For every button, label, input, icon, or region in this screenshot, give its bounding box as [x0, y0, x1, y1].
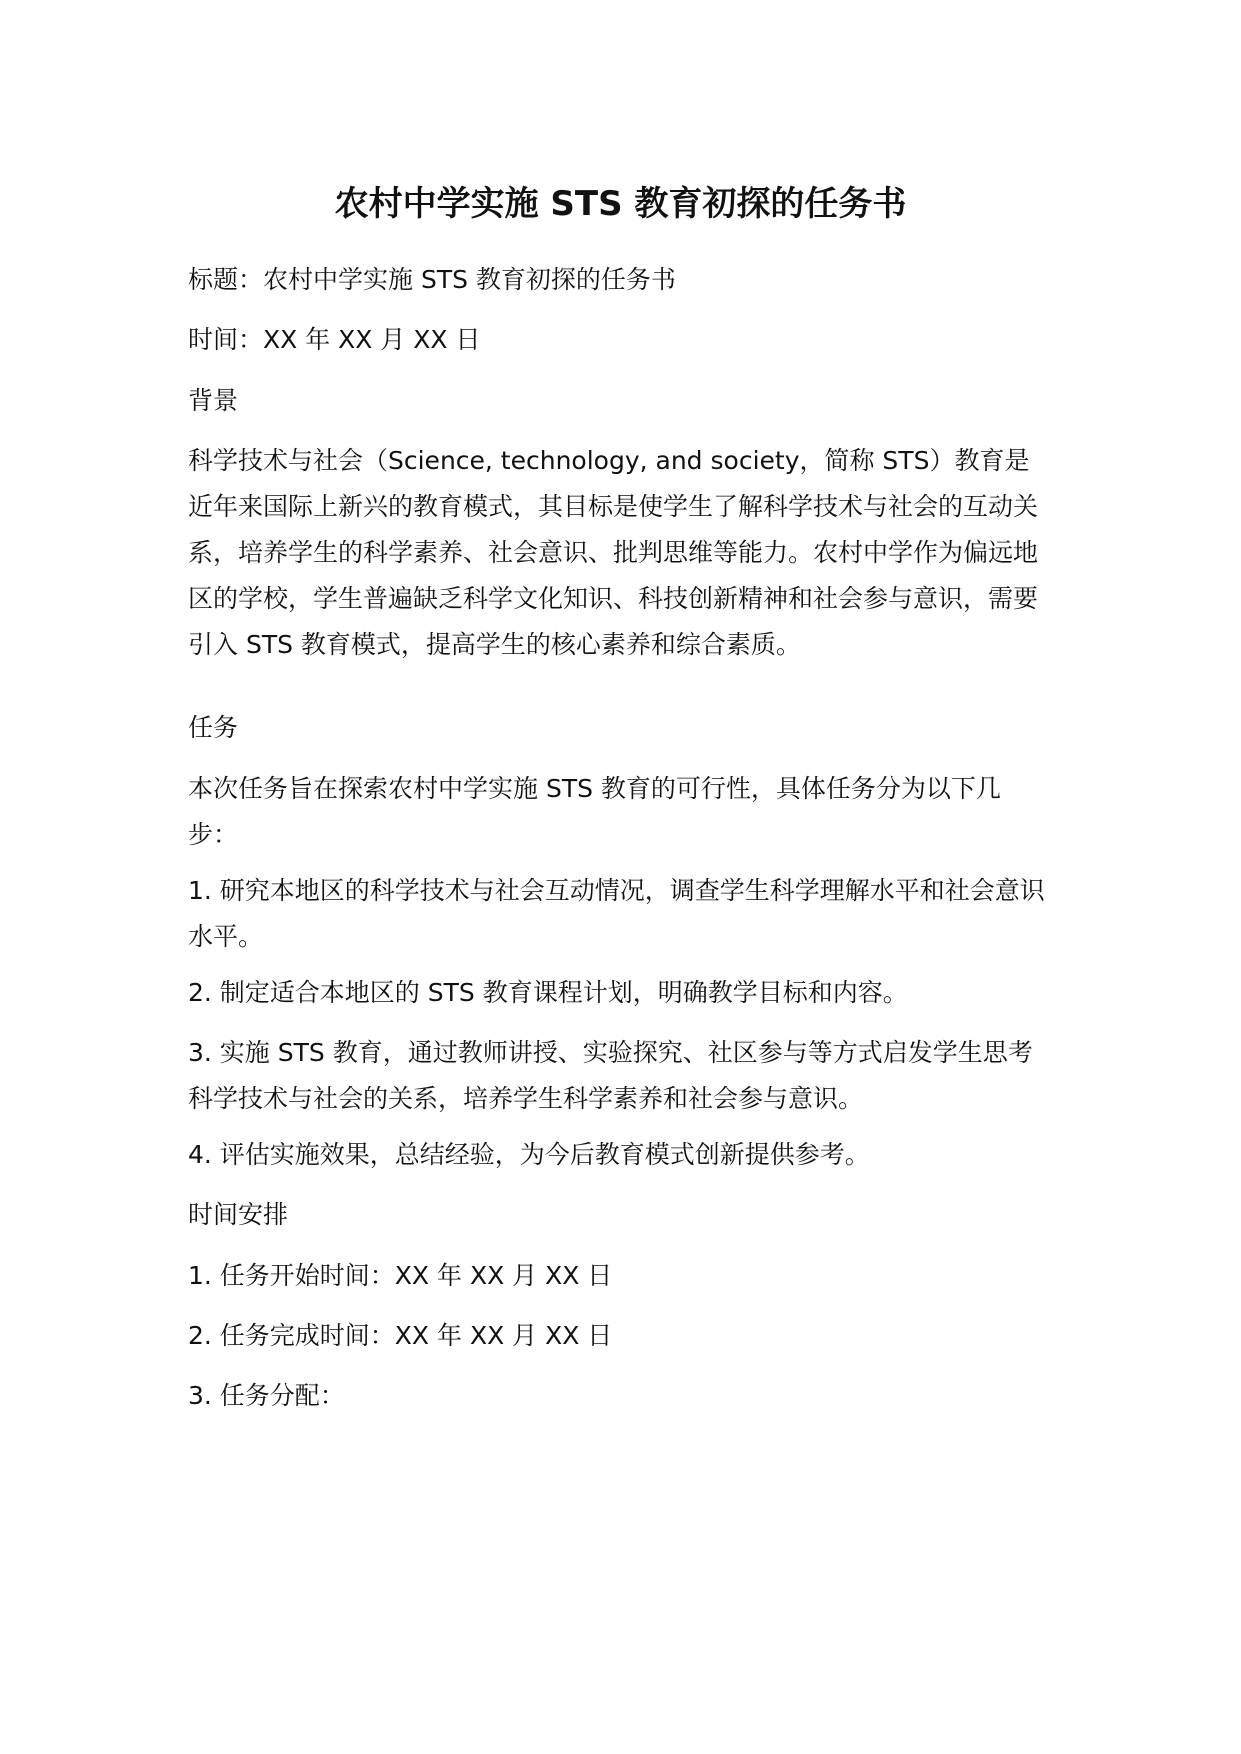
task-item: 2. 制定适合本地区的 STS 教育课程计划，明确教学目标和内容。 [188, 978, 908, 1007]
date-line: 时间：XX 年 XX 月 XX 日 [188, 325, 481, 354]
task-item: 3. 实施 STS 教育，通过教师讲授、实验探究、社区参与等方式启发学生思考科学技术与社会的关系，培养学生科学素养和社会参与意识。 [188, 1038, 1033, 1113]
background-paragraph: 科学技术与社会（Science, technology, and society，简称 STS）教育是近年来国际上新兴的教育模式，其目标是使学生了解科学技术与社会的互动关系，培养学生的科学素养、社会意识、批判思维等能力。农村中学作为偏远地区的学校，学生普遍缺乏科学文化知识、科技创新精神和社会参与意识，需要引入 STS 教育模式，提高学生的核心素养和综合素质。 [188, 446, 1039, 659]
background-heading: 背景 [188, 386, 239, 415]
task-intro: 本次任务旨在探索农村中学实施 STS 教育的可行性，具体任务分为以下几步： [188, 774, 1001, 849]
schedule-item: 2. 任务完成时间：XX 年 XX 月 XX 日 [188, 1321, 613, 1350]
subject-line: 标题：农村中学实施 STS 教育初探的任务书 [188, 265, 676, 294]
task-item: 4. 评估实施效果，总结经验，为今后教育模式创新提供参考。 [188, 1140, 870, 1169]
task-item: 1. 研究本地区的科学技术与社会互动情况，调查学生科学理解水平和社会意识水平。 [188, 876, 1045, 951]
schedule-item: 1. 任务开始时间：XX 年 XX 月 XX 日 [188, 1261, 613, 1290]
schedule-item: 3. 任务分配： [188, 1381, 345, 1410]
document-title: 农村中学实施 STS 教育初探的任务书 [334, 184, 907, 224]
task-heading: 任务 [188, 713, 239, 742]
schedule-heading: 时间安排 [188, 1200, 289, 1229]
